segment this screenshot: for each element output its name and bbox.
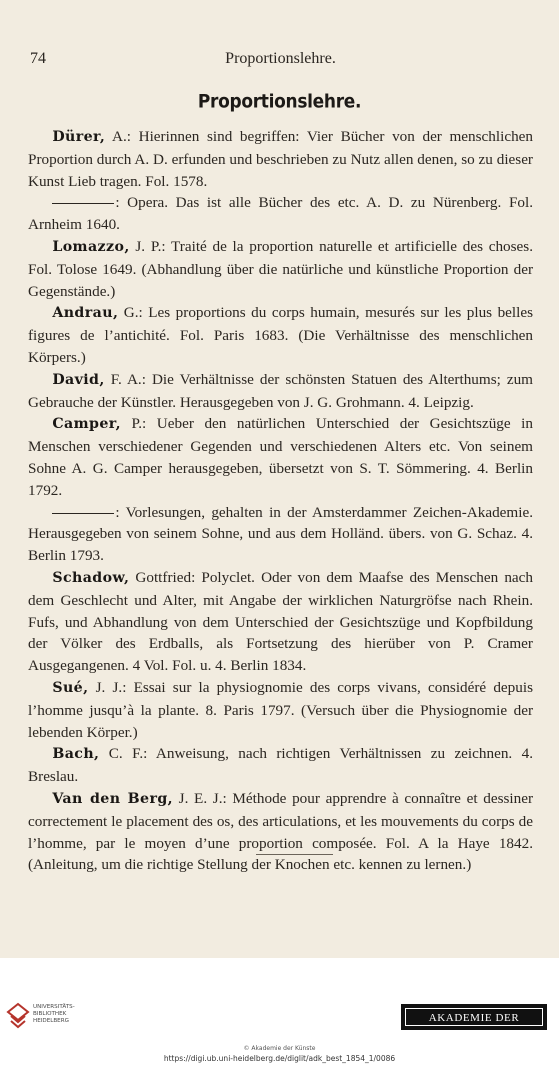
entry-text: P.: Ueber den natürlichen Unterschied der Gesichtszüge in Menschen verschiedener Gegenden und verschiedenen Alters etc. Von seinem Sohne A. G. Camper herausgegeben, übersetzt von S. T. Sömmering. 4. Berlin 1792.: [28, 415, 533, 499]
page-number: 74: [30, 50, 46, 67]
author-name: Van den Berg,: [52, 790, 173, 807]
bibliography-entry: [28, 302, 533, 368]
bibliography-entry: [28, 743, 533, 788]
running-title: Proportionslehre.: [225, 50, 336, 67]
entry-text: C. F.: Anweisung, nach richtigen Verhältnissen zu zeichnen. 4. Breslau.: [28, 745, 533, 786]
author-name: Andrau,: [52, 305, 119, 322]
library-logo[interactable]: [6, 1002, 76, 1034]
library-logo-text: UNIVERSITÄTS- BIBLIOTHEK HEIDELBERG: [33, 1004, 75, 1024]
source-url[interactable]: https://digi.ub.uni-heidelberg.de/diglit/adk_best_1854_1/0086: [163, 1054, 396, 1063]
author-name: Schadow,: [52, 569, 130, 586]
entry-text: G.: Les proportions du corps humain, mesurés sur les plus belles figures de l’antichité. Fol. Paris 1683. (Die Verhältnisse des menschlichen Körpers.): [28, 304, 533, 366]
entry-text: J. J.: Essai sur la physiognomie des corps vivans, considéré depuis l’homme jusqu’à la plante. 8. Paris 1797. (Versuch über die Physiognomie der lebenden Körper.): [28, 678, 533, 741]
bibliography-entry: [28, 369, 533, 414]
author-name: Dürer,: [52, 129, 106, 145]
section-title: Proportionslehre.: [197, 90, 362, 114]
akademie-badge-label: AKADEMIE DER KÜNSTE: [405, 1008, 543, 1026]
author-name: David,: [52, 371, 105, 388]
entry-text: : Opera. Das ist alle Bücher des etc. A. D. zu Nürenberg. Fol. Arnheim 1640.: [28, 194, 533, 234]
bibliography-entry: [28, 236, 533, 302]
bibliography-entry: [28, 677, 533, 743]
bibliography-list: [28, 126, 533, 876]
end-rule-divider: [256, 854, 333, 855]
entry-text: F. A.: Die Verhältnisse der schönsten Statuen des Alterthums; zum Gebrauche der Künstler. Herausgegeben von J. G. Grohmann. 4. Leipzig.: [28, 370, 533, 411]
bibliography-entry: [28, 192, 533, 236]
library-crest-icon: [6, 1002, 30, 1030]
entry-text: J. P.: Traité de la proportion naturelle et artificielle des choses. Fol. Tolose 1649. (Abhandlung über die natürliche und künstliche Proportion der Gegenstände.): [28, 237, 533, 300]
entry-text: Gottfried: Polyclet. Oder von dem Maafse des Menschen nach dem Geschlecht und Alter, mit Angabe der wirklichen Naturgröfse nach Rhein. Fufs, und Abhandlung von dem Unterschied der Gesichtszüge und Kopfbildung der Völker des Erdballs, als Fortsetzung des hierüber von P. Cramer Ausgegangenen. 4 Vol. Fol. u. 4. Berlin 1834.: [28, 568, 533, 675]
bibliography-entry: [28, 788, 533, 876]
running-header: [30, 50, 531, 72]
entry-text: A.: Hierinnen sind begriffen: Vier Bücher von der menschlichen Proportion durch A. D. erfunden und beschrieben zu Nutz allen denen, so zu dieser Kunst Lieb tragen. Fol. 1578.: [28, 128, 533, 190]
author-name: Bach,: [52, 746, 100, 763]
bibliography-entry: [28, 502, 533, 567]
ditto-dash: [52, 203, 114, 204]
copyright-notice: © Akademie der Künste: [243, 1045, 316, 1052]
entry-text: J. E. J.: Méthode pour apprendre à connaître et dessiner correctement le placement des os, des articulations, et les mouvements du corps de l’homme, par le moyen d’une proportion composée. Fol. A la Haye 1842. (Anleitung, um die richtige Stellung der Knochen etc. kennen zu lernen.): [28, 789, 533, 874]
bibliography-entry: [28, 413, 533, 501]
bibliography-entry: [28, 567, 533, 677]
author-name: Sué,: [52, 679, 89, 696]
author-name: Lomazzo,: [52, 238, 130, 255]
ditto-dash: [52, 513, 114, 514]
akademie-badge[interactable]: [401, 1004, 547, 1042]
bibliography-entry: [28, 126, 533, 192]
entry-text: : Vorlesungen, gehalten in der Amsterdammer Zeichen-Akademie. Herausgegeben von seinem Sohne, und aus dem Holländ. übers. von G. Schaz. 4. Berlin 1793.: [28, 503, 533, 565]
author-name: Camper,: [52, 416, 121, 433]
